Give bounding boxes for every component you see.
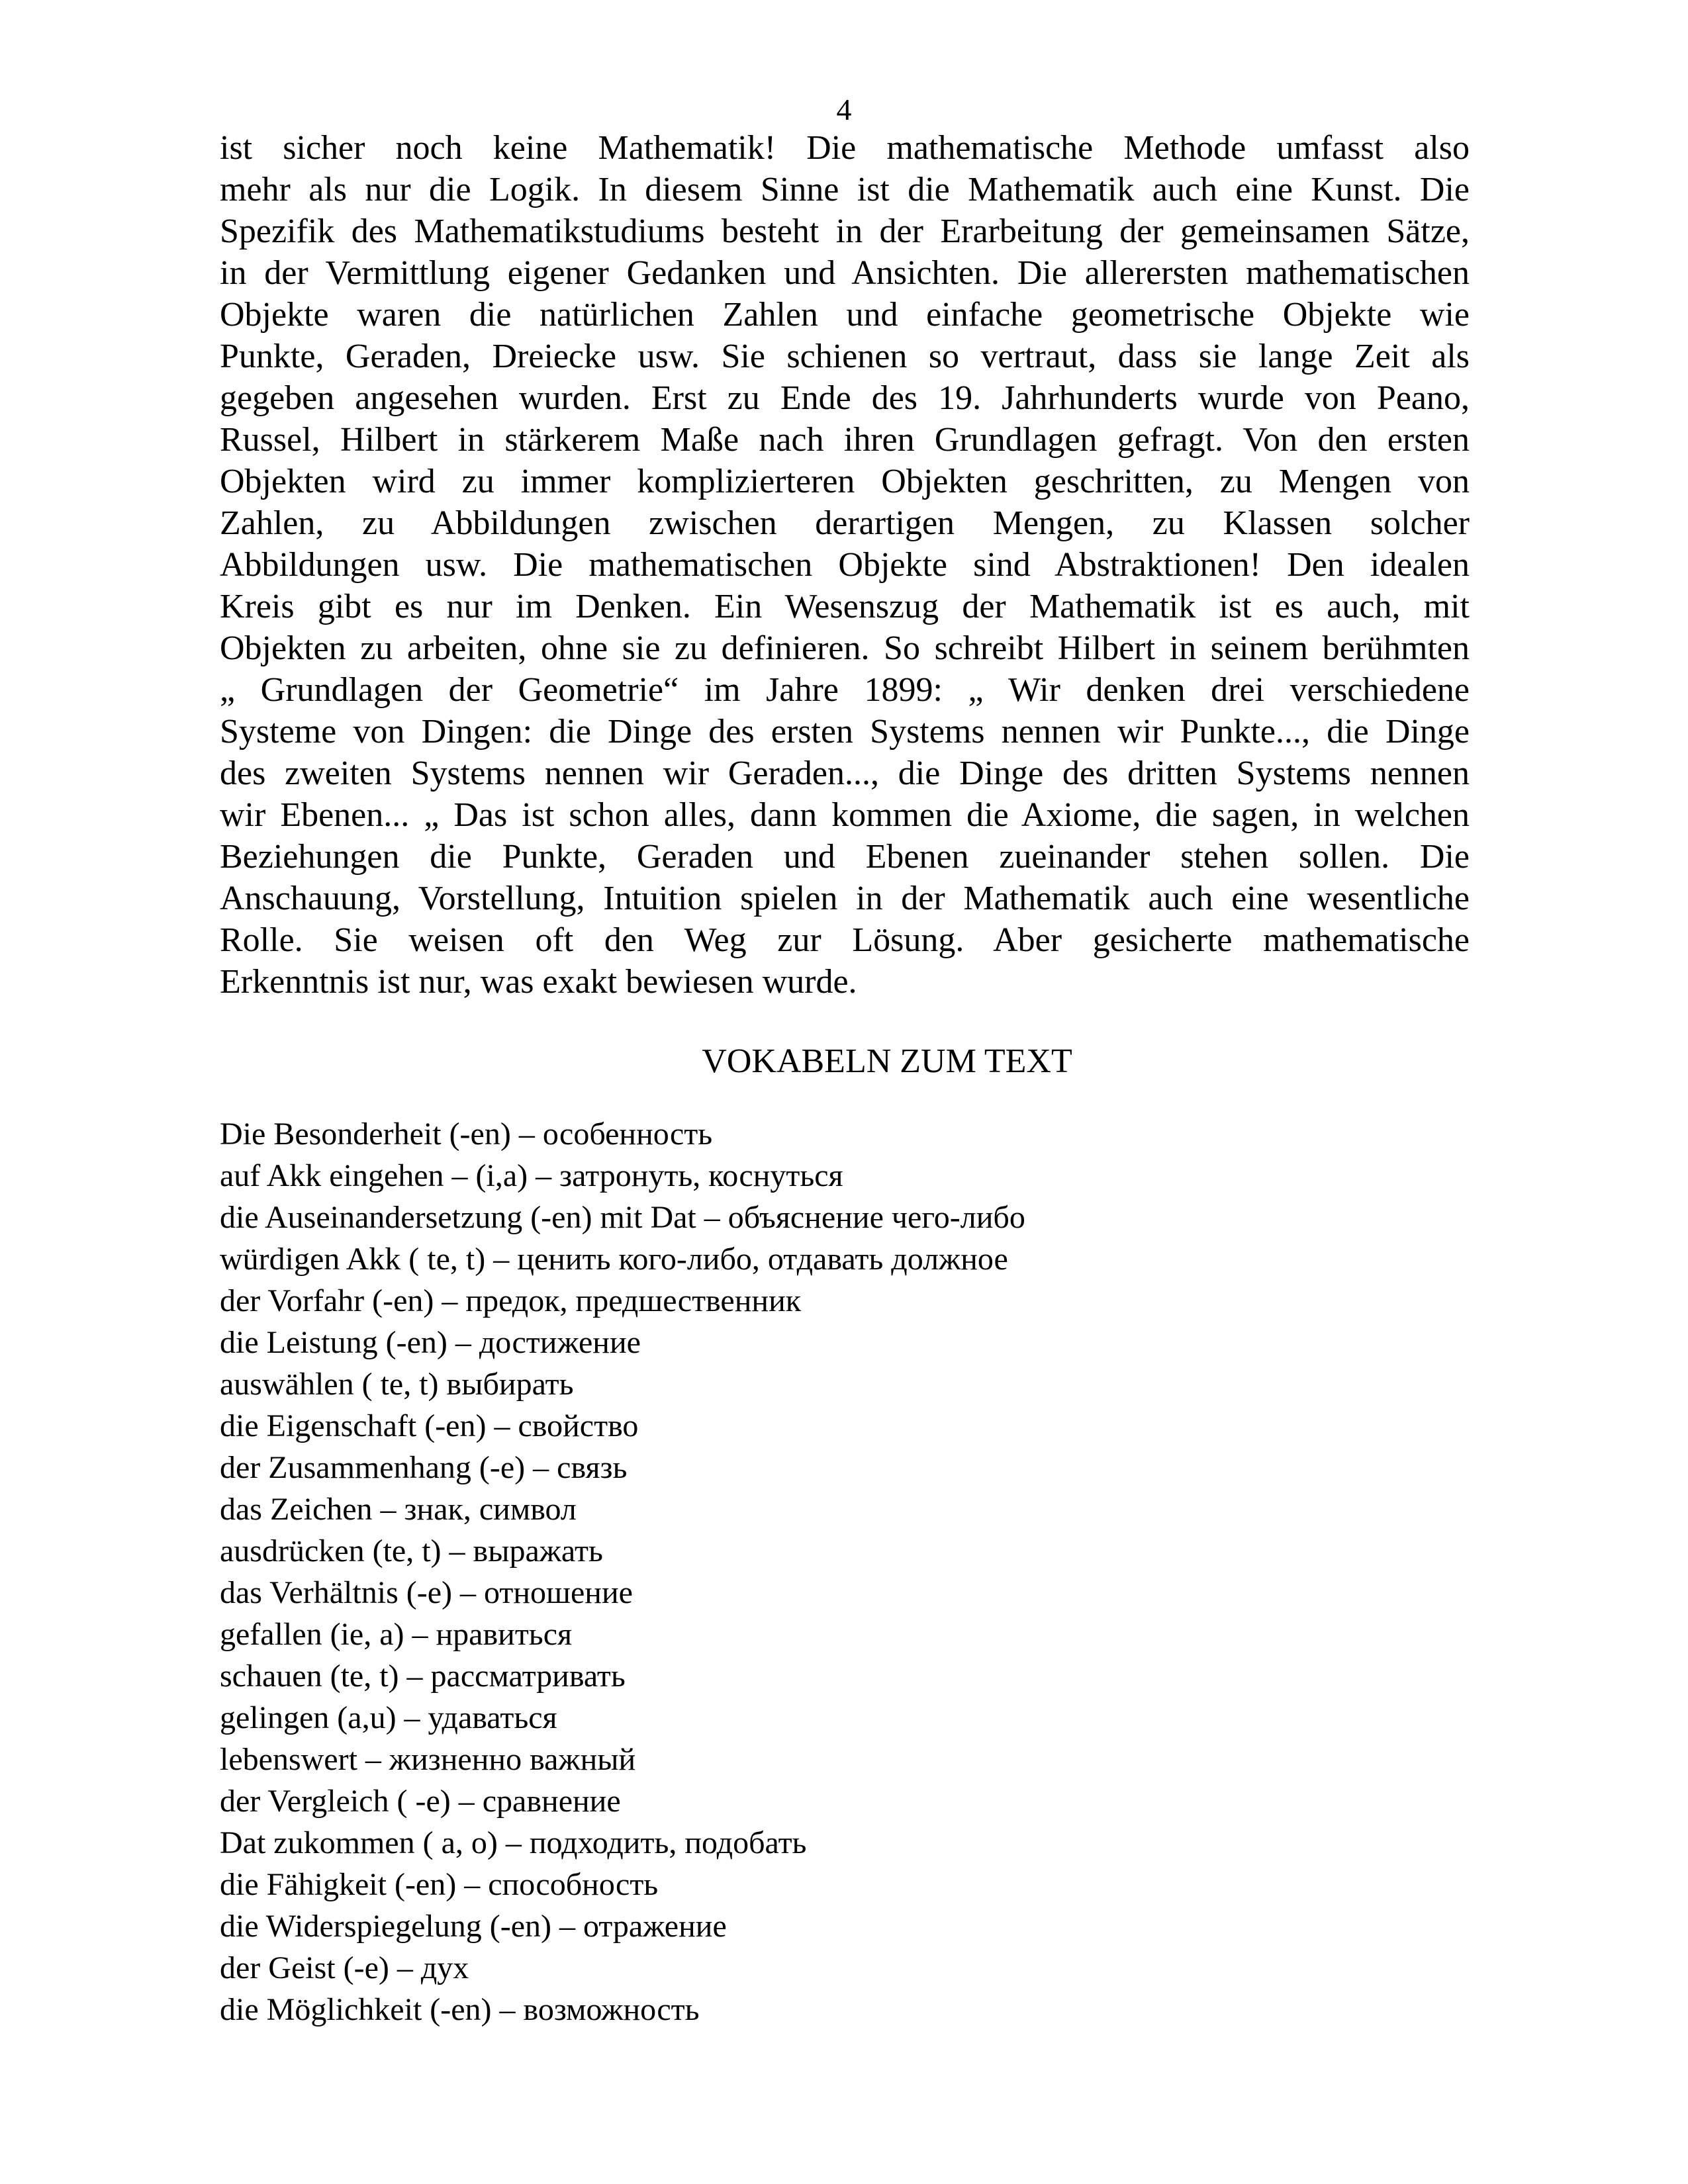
body-line: Systeme von Dingen: die Dinge des ersten Systems nennen wir Punkte..., die Dinge xyxy=(220,713,1470,751)
vocab-item: Die Besonderheit (-en) – особенность xyxy=(220,1116,713,1152)
vocab-item: lebenswert – жизненно важный xyxy=(220,1742,636,1777)
vocab-item: die Widerspiegelung (-en) – отражение xyxy=(220,1909,727,1944)
body-text xyxy=(220,127,1470,1003)
body-line: des zweiten Systems nennen wir Geraden..., die Dinge des dritten Systems nennen xyxy=(220,754,1470,792)
vocab-item: die Fähigkeit (-en) – способность xyxy=(220,1867,659,1902)
vocab-item: auswählen ( te, t) выбирать xyxy=(220,1367,574,1402)
vocab-item: gelingen (a,u) – удаваться xyxy=(220,1700,557,1735)
vocab-item: das Verhältnis (-e) – отношение xyxy=(220,1575,633,1610)
body-line: Objekte waren die natürlichen Zahlen und einfache geometrische Objekte wie xyxy=(220,296,1470,334)
body-line: Anschauung, Vorstellung, Intuition spielen in der Mathematik auch eine wesentliche xyxy=(220,880,1470,917)
page-number: 4 xyxy=(836,93,852,126)
body-line: Beziehungen die Punkte, Geraden und Ebenen zueinander stehen sollen. Die xyxy=(220,838,1470,876)
vocab-item: der Geist (-e) – дух xyxy=(220,1950,469,1985)
vocab-item: gefallen (ie, a) – нравиться xyxy=(220,1617,573,1652)
body-line: Abbildungen usw. Die mathematischen Objekte sind Abstraktionen! Den idealen xyxy=(220,546,1470,584)
vocab-item: der Vergleich ( -e) – сравнение xyxy=(220,1784,621,1819)
vocab-item: würdigen Akk ( te, t) – ценить кого-либо, отдавать должное xyxy=(220,1242,1008,1277)
body-line: Zahlen, zu Abbildungen zwischen derartigen Mengen, zu Klassen solcher xyxy=(220,504,1470,542)
body-line: in der Vermittlung eigener Gedanken und Ansichten. Die allerersten mathematischen xyxy=(220,254,1470,292)
body-line: Kreis gibt es nur im Denken. Ein Wesenszug der Mathematik ist es auch, mit xyxy=(220,588,1470,625)
vocab-item: die Möglichkeit (-en) – возможность xyxy=(220,1992,700,2027)
body-line: mehr als nur die Logik. In diesem Sinne ist die Mathematik auch eine Kunst. Die xyxy=(220,171,1470,208)
body-line: Objekten wird zu immer komplizierteren Objekten geschritten, zu Mengen von xyxy=(220,463,1470,500)
body-line: gegeben angesehen wurden. Erst zu Ende des 19. Jahrhunderts wurde von Peano, xyxy=(220,379,1470,417)
vocab-item: ausdrücken (te, t) – выражать xyxy=(220,1533,603,1569)
body-line: Rolle. Sie weisen oft den Weg zur Lösung. Aber gesicherte mathematische xyxy=(220,921,1470,959)
body-line: Punkte, Geraden, Dreiecke usw. Sie schienen so vertraut, dass sie lange Zeit als xyxy=(220,338,1470,375)
vocab-heading: VOKABELN ZUM TEXT xyxy=(702,1042,1072,1080)
body-line: ist sicher noch keine Mathematik! Die mathematische Methode umfasst also xyxy=(220,129,1470,167)
vocab-item: der Zusammenhang (-e) – связь xyxy=(220,1450,628,1485)
body-line: Spezifik des Mathematikstudiums besteht in der Erarbeitung der gemeinsamen Sätze, xyxy=(220,212,1470,250)
vocab-item: die Leistung (-en) – достижение xyxy=(220,1325,641,1360)
vocab-item: der Vorfahr (-en) – предок, предшественник xyxy=(220,1283,802,1318)
body-line: wir Ebenen... „ Das ist schon alles, dann kommen die Axiome, die sagen, in welchen xyxy=(220,796,1470,834)
vocab-item: schauen (te, t) – рассматривать xyxy=(220,1659,626,1694)
body-line: „ Grundlagen der Geometrie“ im Jahre 1899: „ Wir denken drei verschiedene xyxy=(220,671,1470,709)
vocab-item: auf Akk eingehen – (i,a) – затронуть, коснуться xyxy=(220,1158,843,1193)
vocab-item: Dat zukommen ( a, o) – подходить, подобать xyxy=(220,1825,807,1860)
body-line: Russel, Hilbert in stärkerem Maße nach ihren Grundlagen gefragt. Von den ersten xyxy=(220,421,1470,459)
body-line: Objekten zu arbeiten, ohne sie zu definieren. So schreibt Hilbert in seinem berühmten xyxy=(220,629,1470,667)
vocab-item: die Eigenschaft (-en) – свойство xyxy=(220,1408,639,1443)
vocab-item: die Auseinandersetzung (-en) mit Dat – объяснение чего-либо xyxy=(220,1200,1025,1235)
body-line: Erkenntnis ist nur, was exakt bewiesen wurde. xyxy=(220,963,857,1001)
vocab-list xyxy=(220,1113,1470,2030)
vocab-item: das Zeichen – знак, символ xyxy=(220,1492,577,1527)
